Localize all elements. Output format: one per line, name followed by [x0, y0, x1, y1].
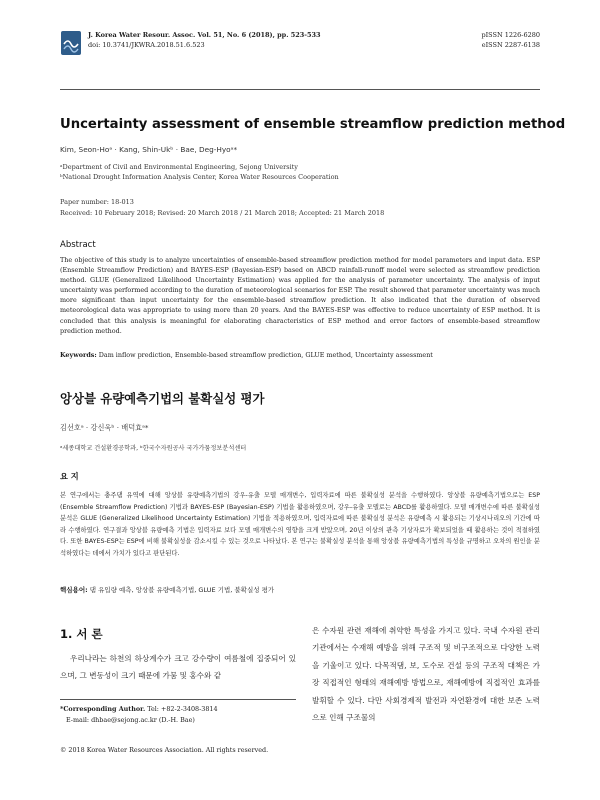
abstract-heading: Abstract: [60, 240, 96, 250]
korean-keywords-text: 댐 유입량 예측, 앙상블 유량예측기법, GLUE 기법, 불확실성 평가: [87, 586, 275, 594]
paper-title: Uncertainty assessment of ensemble streamflow prediction method: [60, 117, 566, 132]
korean-abstract-heading: 요 지: [60, 471, 79, 481]
abstract-text: The objective of this study is to analyze uncertainties of ensemble-based streamflow prediction method for model parameters and input data. ESP (Ensemble Streamflow Prediction) and BAYES-ESP (Bayesian-ESP) based on ABCD rainfall-runoff model were selected as streamflow prediction method. GLUE (Generalized Likelihood Uncertainty Estimation) was applied for the analysis of parameter uncertainty. The analysis of input uncertainty was performed according to the duration of meteorological scenarios for ESP. The result showed that parameter uncertainty was much more significant than input uncertainty for the ensemble-based streamflow prediction. It also indicated that the duration of observed meteorological data was appropriate to using more than 20 years. And the BAYES-ESP was effective to reduce uncertainty of ESP method. It is concluded that this analysis is meaningful for elaborating characteristics of ESP method and error factors of ensemble-based streamflow prediction method.: [60, 256, 540, 335]
affiliation-b: ᵇNational Drought Information Analysis Center, Korea Water Resources Cooperation: [60, 173, 339, 181]
journal-logo-icon: [60, 30, 82, 56]
eissn: eISSN 2287-6138: [481, 41, 540, 49]
keywords-text: Dam inflow prediction, Ensemble-based streamflow prediction, GLUE method, Uncertainty assessment: [96, 351, 433, 359]
korean-authors: 김선호ᵃ · 강신욱ᵇ · 배덕효ᵃ*: [60, 423, 149, 432]
footnote-rule: [60, 699, 296, 700]
paper-number: Paper number: 18-013: [60, 198, 134, 206]
submission-dates: Received: 10 February 2018; Revised: 20 March 2018 / 21 March 2018; Accepted: 21 March 2018: [60, 209, 385, 217]
affiliation-a: ᵃDepartment of Civil and Environmental Engineering, Sejong University: [60, 163, 298, 171]
keywords: [60, 350, 540, 360]
korean-keywords-label: 핵심용어:: [60, 586, 88, 594]
copyright: © 2018 Korea Water Resources Association. All rights reserved.: [60, 746, 269, 754]
doi-link[interactable]: doi: 10.3741/JKWRA.2018.51.6.523: [88, 41, 205, 49]
author-list: Kim, Seon-Hoᵃ · Kang, Shin-Ukᵇ · Bae, Deg-Hyoᵃ*: [60, 145, 238, 154]
corresponding-author: [60, 704, 218, 726]
corr-tel: Tel: +82-2-3408-3814: [145, 705, 218, 713]
korean-keywords: [60, 585, 274, 594]
corr-email[interactable]: E-mail: dhbae@sejong.ac.kr (D.-H. Bae): [66, 716, 195, 724]
section-heading: 1. 서 론: [60, 627, 103, 641]
body-column-right: 은 수자원 관련 재해에 취약한 특성을 가지고 있다. 국내 수자원 관리 기관에서는 수재해 예방을 위해 구조적 및 비구조적으로 다양한 노력을 기울이고 있다. 다목적댐, 보, 도수로 건설 등의 구조적 대책은 가장 직접적인 형태의 재해예방 방법으로, 재해예방에 직접적인 효과를 발휘할 수 있다. 다만 사회경제적 발전과 자연환경에 대한 보존 노력으로 인해 구조물의: [312, 626, 540, 723]
keywords-label: Keywords:: [60, 351, 97, 359]
journal-header: [60, 30, 540, 60]
journal-citation: J. Korea Water Resour. Assoc. Vol. 51, No. 6 (2018), pp. 523-533: [88, 31, 321, 39]
korean-affiliation: ᵃ세종대학교 건설환경공학과, ᵇ한국수자원공사 국가가뭄정보분석센터: [60, 445, 247, 452]
pissn: pISSN 1226-6280: [481, 31, 540, 39]
body-column-left: 우리나라는 하천의 하상계수가 크고 강수량이 여름철에 집중되어 있으며, 그 변동성이 크기 때문에 가뭄 및 홍수와 같: [60, 654, 296, 680]
corr-label: *Corresponding Author.: [60, 705, 146, 713]
korean-title: 앙상블 유량예측기법의 불확실성 평가: [60, 391, 265, 406]
header-rule: [60, 89, 540, 90]
korean-abstract-text: 본 연구에서는 충주댐 유역에 대해 앙상블 유량예측기법의 강우-유출 모델 매개변수, 입력자료에 따른 불확실성 분석을 수행하였다. 앙상블 유량예측기법으로는 ESP (Ensemble Streamflow Prediction) 기법과 BAYES-ESP (Bayesian-ESP) 기법을 활용하였으며, 강우-유출 모델로는 ABCD를 활용하였다. 모델 매개변수에 따른 불확실성 분석은 GLUE (Generalized Likelihood Uncertainty Estimation) 기법을 적용하였으며, 입력자료에 따른 불확실성 분석은 유량예측 시 활용되는 기상시나리오의 기간에 따라 수행하였다. 연구결과 앙상블 유량예측 기법은 입력자료 보다 모델 매개변수의 영향을 크게 받았으며, 20년 이상의 관측 기상자료가 확보되었을 때 활용하는 것이 적절하였다. 또한 BAYES-ESP는 ESP에 비해 불확실성을 감소시킬 수 있는 것으로 나타났다. 본 연구는 불확실성 분석을 통해 앙상블 유량예측기법의 특성을 규명하고 오차의 원인을 분석하였다는 데에서 가치가 있다고 판단된다.: [60, 492, 540, 557]
